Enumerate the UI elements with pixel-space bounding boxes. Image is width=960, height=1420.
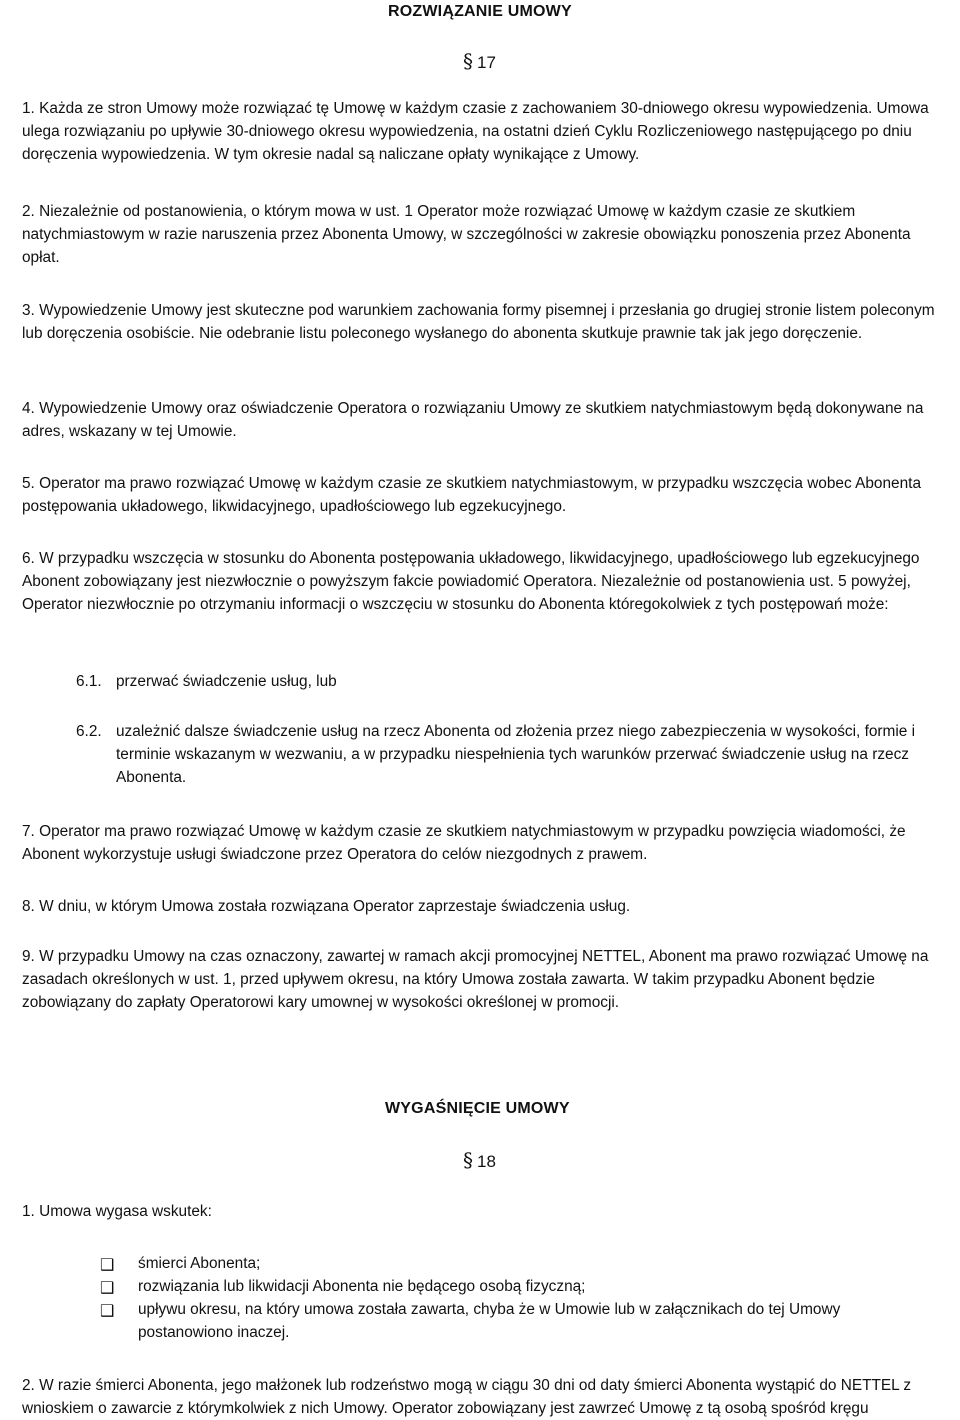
section-symbol: § xyxy=(463,49,473,73)
paragraph-17-6 xyxy=(22,547,952,616)
paragraph-number: 1. xyxy=(22,100,35,117)
sub-item-number: 6.2. xyxy=(76,723,102,740)
list-item-text: śmierci Abonenta; xyxy=(138,1255,261,1272)
list-item xyxy=(100,1275,930,1298)
paragraph-17-5 xyxy=(22,472,952,518)
checkbox-bullet-icon: ❑ xyxy=(100,1278,115,1297)
checkbox-bullet-icon: ❑ xyxy=(100,1255,115,1274)
paragraph-number: 5. xyxy=(22,475,35,492)
paragraph-number: 6. xyxy=(22,550,35,567)
expiry-reasons-list xyxy=(100,1252,930,1344)
sub-item-text: uzależnić dalsze świadczenie usług na rzecz Abonenta od złożenia przez niego zabezpieczenia w wysokości, formie i terminie wskazanym w wezwaniu, a w przypadku niespełnienia tych warunków przerwać świadczenie usług na rzecz Abonenta. xyxy=(116,723,916,786)
paragraph-18-1 xyxy=(22,1200,952,1223)
paragraph-17-8 xyxy=(22,895,952,918)
paragraph-number: 2. xyxy=(22,1377,35,1394)
paragraph-text: Operator ma prawo rozwiązać Umowę w każdym czasie ze skutkiem natychmiastowym, w przypadku wszczęcia wobec Abonenta postępowania układowego, likwidacyjnego, upadłościowego lub egzekucyjnego. xyxy=(22,475,922,515)
paragraph-17-3 xyxy=(22,299,952,345)
paragraph-text: Niezależnie od postanowienia, o którym mowa w ust. 1 Operator może rozwiązać Umowę w każdym czasie ze skutkiem natychmiastowym w razie naruszenia przez Abonenta Umowy, w szczególności w zakresie obowiązku ponoszenia przez Abonenta opłat. xyxy=(22,203,911,266)
paragraph-number: 3. xyxy=(22,302,35,319)
section-17-number xyxy=(463,50,496,74)
paragraph-number: 9. xyxy=(22,948,35,965)
paragraph-text: Wypowiedzenie Umowy oraz oświadczenie Operatora o rozwiązaniu Umowy ze skutkiem natychmiastowym będą dokonywane na adres, wskazany w tej Umowie. xyxy=(22,400,924,440)
sub-item-text: przerwać świadczenie usług, lub xyxy=(116,673,337,690)
paragraph-17-4 xyxy=(22,397,952,443)
paragraph-text: W przypadku Umowy na czas oznaczony, zawartej w ramach akcji promocyjnej NETTEL, Abonent ma prawo rozwiązać Umowę na zasadach określonych w ust. 1, przed upływem okresu, na który Umowa została zawarta. W takim przypadku Abonent będzie zobowiązany do zapłaty Operatorowi kary umownej w wysokości określonej w promocji. xyxy=(22,948,929,1011)
paragraph-text: Operator ma prawo rozwiązać Umowę w każdym czasie ze skutkiem natychmiastowym w przypadku powzięcia wiadomości, że Abonent wykorzystuje usługi świadczone przez Operatora do celów niezgodnych z prawem. xyxy=(22,823,906,863)
paragraph-number: 7. xyxy=(22,823,35,840)
paragraph-text: W przypadku wszczęcia w stosunku do Abonenta postępowania układowego, likwidacyjnego, upadłościowego lub egzekucyjnego Abonent zobowiązany jest niezwłocznie o powyższym fakcie powiadomić Operatora. Niezależnie od postanowienia ust. 5 powyżej, Operator niezwłocznie po otrzymaniu informacji o wszczęciu w stosunku do Abonenta któregokolwiek z tych postępowań może: xyxy=(22,550,920,613)
paragraph-text: Każda ze stron Umowy może rozwiązać tę Umowę w każdym czasie z zachowaniem 30-dniowego okresu wypowiedzenia. Umowa ulega rozwiązaniu po upływie 30-dniowego okresu wypowiedzenia, na ostatni dzień Cyklu Rozliczeniowego następującego po dniu doręczenia wypowiedzenia. W tym okresie nadal są naliczane opłaty wynikające z Umowy. xyxy=(22,100,929,163)
paragraph-17-9 xyxy=(22,945,952,1014)
paragraph-text: Wypowiedzenie Umowy jest skuteczne pod warunkiem zachowania formy pisemnej i przesłania go drugiej stronie listem poleconym lub doręczenia osobiście. Nie odebranie listu poleconego wysłanego do abonenta skutkuje prawnie tak jak jego doręczenie. xyxy=(22,302,935,342)
section-17-title: ROZWIĄZANIE UMOWY xyxy=(388,3,572,20)
paragraph-number: 8. xyxy=(22,898,35,915)
paragraph-text: W razie śmierci Abonenta, jego małżonek lub rodzeństwo mogą w ciągu 30 dni od daty śmierci Abonenta wystąpić do NETTEL z wnioskiem o zawarcie z którymkolwiek z nich Umowy. Operator zobowiązany jest zawrzeć Umowę z tą osobą spośród kręgu xyxy=(22,1377,912,1417)
paragraph-17-2 xyxy=(22,200,952,269)
list-item-text: upływu okresu, na który umowa została zawarta, chyba że w Umowie lub w załącznikach do tej Umowy postanowiono inaczej. xyxy=(138,1301,841,1341)
paragraph-17-7 xyxy=(22,820,952,866)
paragraph-text: Umowa wygasa wskutek: xyxy=(39,1203,212,1220)
paragraph-number: 1. xyxy=(22,1203,35,1220)
paragraph-17-1 xyxy=(22,97,952,166)
section-18-number xyxy=(463,1149,496,1173)
sub-item-number: 6.1. xyxy=(76,673,102,690)
list-item xyxy=(100,1252,930,1275)
list-item-text: rozwiązania lub likwidacji Abonenta nie będącego osobą fizyczną; xyxy=(138,1278,586,1295)
paragraph-number: 4. xyxy=(22,400,35,417)
paragraph-text: W dniu, w którym Umowa została rozwiązana Operator zaprzestaje świadczenia usług. xyxy=(39,898,631,915)
section-number: 17 xyxy=(477,53,496,72)
checkbox-bullet-icon: ❑ xyxy=(100,1301,115,1320)
paragraph-18-2 xyxy=(22,1374,952,1420)
paragraph-number: 2. xyxy=(22,203,35,220)
section-number: 18 xyxy=(477,1152,496,1171)
list-item xyxy=(100,1298,930,1344)
section-18-title: WYGAŚNIĘCIE UMOWY xyxy=(385,1100,570,1117)
section-symbol: § xyxy=(463,1148,473,1172)
